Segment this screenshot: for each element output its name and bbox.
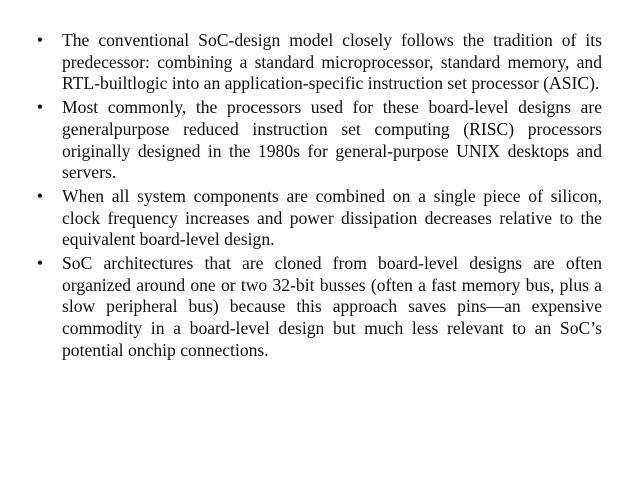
bullet-item [30, 97, 602, 184]
bullet-text: The conventional SoC-design model closely follows the tradition of its predecessor: combining a standard microprocessor, standard memory, and RTL-builtlogic into an application-specific instruction set processor (ASIC). [62, 30, 602, 94]
bullet-list [30, 30, 602, 364]
bullet-icon: • [36, 30, 44, 50]
bullet-text: Most commonly, the processors used for these board-level designs are generalpurpose reduced instruction set computing (RISC) processors originally designed in the 1980s for general-purpose UNIX desktops and servers. [62, 97, 602, 183]
bullet-icon: • [36, 253, 44, 274]
bullet-item [30, 186, 602, 251]
bullet-text: SoC architectures that are cloned from board-level designs are often organized around one or two 32-bit busses (often a fast memory bus, plus a slow peripheral bus) because this approach saves pins—an expensive commodity in a board-level design but much less relevant to an SoC’s potential onchip connections. [62, 253, 602, 360]
bullet-item [30, 30, 602, 95]
bullet-item [30, 253, 602, 362]
bullet-text: When all system components are combined on a single piece of silicon, clock frequency increases and power dissipation decreases relative to the equivalent board-level design. [62, 185, 602, 250]
bullet-icon: • [36, 97, 44, 118]
bullet-icon: • [36, 185, 44, 206]
